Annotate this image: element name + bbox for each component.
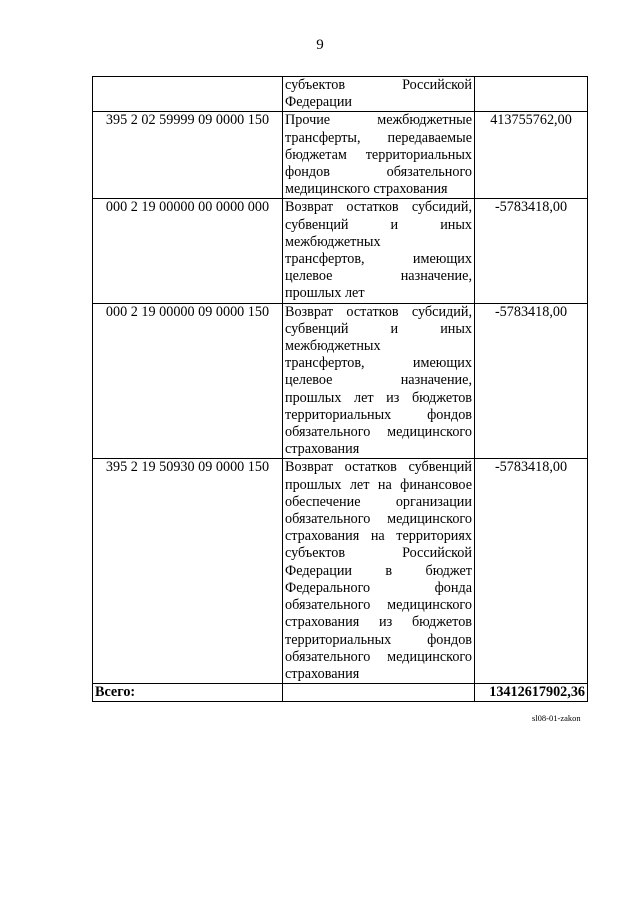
table-body xyxy=(93,77,588,684)
income-name-line: обязательного медицинского xyxy=(285,424,472,441)
income-name-line: страхования xyxy=(285,441,360,458)
total-label: Всего: xyxy=(93,684,283,702)
income-name-line: обязательного медицинского xyxy=(285,511,472,528)
budget-code-cell: 395 2 02 59999 09 0000 150 xyxy=(93,112,283,199)
income-name-line: обязательного медицинского xyxy=(285,597,472,614)
income-name-line: Возврат остатков субвенций xyxy=(285,459,472,476)
income-name-line: трансфертов, имеющих xyxy=(285,355,472,372)
budget-code-cell: 395 2 19 50930 09 0000 150 xyxy=(93,459,283,684)
income-name-cell xyxy=(283,459,475,684)
income-name-line: прошлых лет на финансовое xyxy=(285,476,472,493)
income-name-line: страхования из бюджетов xyxy=(285,614,472,631)
income-name-line: межбюджетных xyxy=(285,233,381,250)
income-name-line: субъектов Российской xyxy=(285,77,472,93)
income-name-line: территориальных фондов xyxy=(285,406,472,423)
income-name-line: Возврат остатков субсидий, xyxy=(285,303,472,320)
table-row xyxy=(93,199,588,303)
income-name-line: Федерации xyxy=(285,94,353,111)
total-empty-cell xyxy=(283,684,475,702)
income-name-line: страхования на территориях xyxy=(285,528,472,545)
income-name-line: бюджетам территориальных xyxy=(285,146,472,163)
budget-code-cell xyxy=(93,77,283,112)
income-name-line: обязательного медицинского xyxy=(285,648,472,665)
table-row xyxy=(93,112,588,199)
income-name-cell xyxy=(283,199,475,303)
income-name-line: Федерации в бюджет xyxy=(285,562,472,579)
income-name-line: медицинского страхования xyxy=(285,181,448,198)
income-name-line: фондов обязательного xyxy=(285,164,472,181)
income-name-cell xyxy=(283,303,475,459)
income-name-line: Возврат остатков субсидий, xyxy=(285,199,472,216)
income-name-line: прошлых лет xyxy=(285,285,365,302)
table-row xyxy=(93,303,588,459)
income-name-line: Прочие межбюджетные xyxy=(285,112,472,129)
amount-cell: -5783418,00 xyxy=(475,459,588,684)
income-name-line: межбюджетных xyxy=(285,338,381,355)
income-name-line: трансфертов, имеющих xyxy=(285,251,472,268)
budget-code-cell: 000 2 19 00000 09 0000 150 xyxy=(93,303,283,459)
document-code: sl08-01-zakon xyxy=(532,713,581,723)
income-name-line: целевое назначение, xyxy=(285,372,472,389)
budget-code-cell: 000 2 19 00000 00 0000 000 xyxy=(93,199,283,303)
income-name-cell xyxy=(283,112,475,199)
budget-table xyxy=(92,76,588,702)
amount-cell xyxy=(475,77,588,112)
income-name-line: субвенций и иных xyxy=(285,320,472,337)
amount-cell: 413755762,00 xyxy=(475,112,588,199)
income-name-cell xyxy=(283,77,475,112)
income-name-line: территориальных фондов xyxy=(285,631,472,648)
table-row xyxy=(93,459,588,684)
income-name-line: субвенций и иных xyxy=(285,216,472,233)
income-name-line: Федерального фонда xyxy=(285,579,472,596)
total-row xyxy=(93,684,588,702)
income-name-line: страхования xyxy=(285,665,360,682)
income-name-line: трансферты, передаваемые xyxy=(285,129,472,146)
income-name-line: обеспечение организации xyxy=(285,493,472,510)
total-amount: 13412617902,36 xyxy=(475,684,588,702)
income-name-line: прошлых лет из бюджетов xyxy=(285,389,472,406)
table-row xyxy=(93,77,588,112)
page-number: 9 xyxy=(316,37,324,53)
income-name-line: субъектов Российской xyxy=(285,545,472,562)
amount-cell: -5783418,00 xyxy=(475,199,588,303)
amount-cell: -5783418,00 xyxy=(475,303,588,459)
income-name-line: целевое назначение, xyxy=(285,268,472,285)
